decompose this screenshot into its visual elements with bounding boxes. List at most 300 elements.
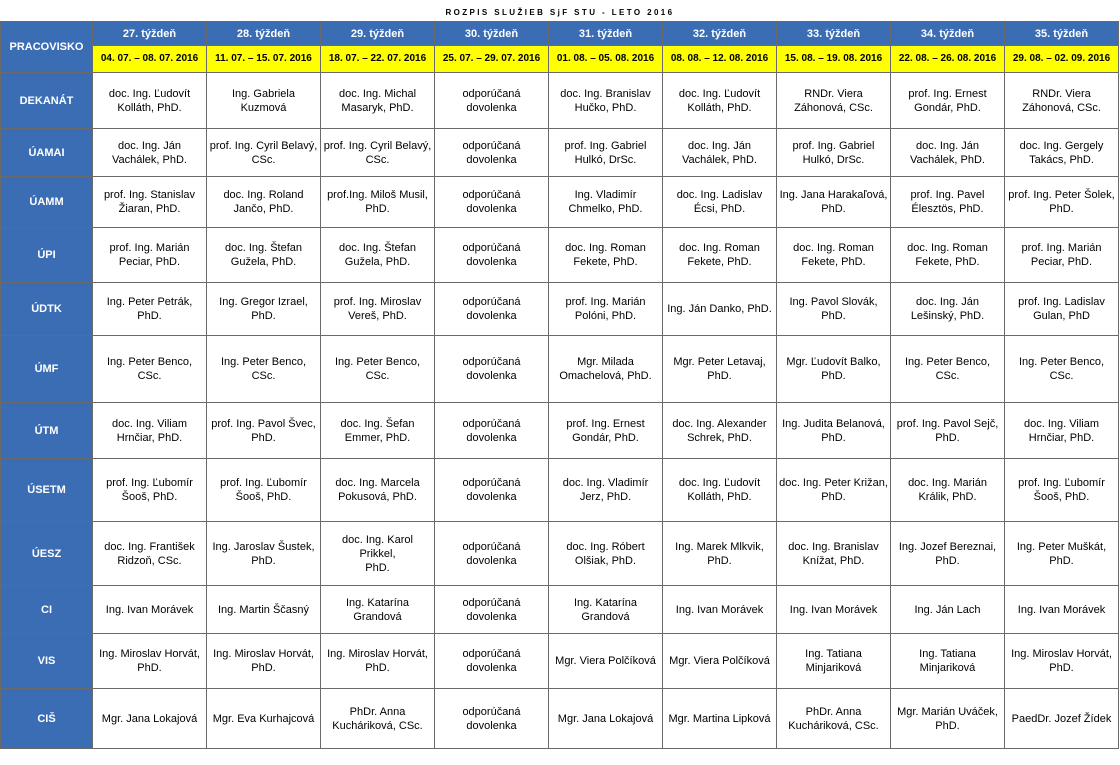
duty-person-line: Ing. Peter Petrák, [106,296,193,308]
duty-cell [891,586,1005,634]
duty-person-line: Gužela, PhD. [344,256,411,268]
duty-person-line: Ing. Gabriela [232,87,295,100]
duty-person-line: PaedDr. Jozef Žídek [1011,712,1112,725]
duty-cell [549,336,663,403]
duty-person-line: doc. Ing. Branislav [560,87,651,100]
duty-cell [891,689,1005,749]
duty-person-line: doc. Ing. Ľudovít [678,87,761,100]
duty-person-line: Ing. Miroslav Horvát, [213,648,314,660]
duty-cell [207,459,321,522]
duty-person-line: Élesztös, PhD. [911,203,984,215]
duty-cell [435,403,549,459]
duty-cell [663,403,777,459]
duty-person-line: Mgr. Ľudovít Balko, [786,356,881,368]
duty-person-line: PhD. [251,310,276,322]
department-row [1,522,1119,586]
duty-cell [435,177,549,228]
duty-person-line: CSc. [1049,370,1074,382]
duty-cell [207,129,321,177]
duty-person-line: PhD. [707,370,732,382]
duty-cell [549,586,663,634]
duty-person-line: Fekete, PhD. [687,256,752,268]
duty-cell [777,522,891,586]
corner-label: PRACOVISKO [1,22,93,73]
duty-person-line: Gulan, PhD [1033,310,1090,322]
duty-person-line: Fekete, PhD. [801,256,866,268]
duty-cell [549,522,663,586]
department-row [1,689,1119,749]
duty-person-line: Hulkó, DrSc. [574,153,637,166]
duty-person-line: prof. Ing. Ľubomír [106,477,193,489]
duty-person-line: doc. Ing. Ján [916,296,979,308]
duty-person-line: prof. Ing. Ernest [908,87,987,100]
duty-cell [891,129,1005,177]
department-label: ÚSETM [1,459,93,522]
duty-cell [321,228,435,283]
duty-person-line: Ing. Ján Danko, PhD. [667,303,772,315]
duty-person-line: Ing. Pavol Slovák, [789,296,878,308]
duty-cell [1005,129,1119,177]
duty-cell [549,634,663,689]
duty-person-line: PhD. [365,203,390,215]
duty-person-line: Écsi, PhD. [693,203,746,215]
duty-person-line: doc. Ing. Roman [565,242,646,254]
duty-cell [321,129,435,177]
duty-person-line: prof. Ing. Cyril Belavý, [323,139,432,152]
duty-person-line: Ing. Ivan Morávek [105,603,194,616]
duty-person-line: doc. Ing. František [104,540,195,553]
department-row [1,586,1119,634]
duty-person-line: PhD. [935,719,960,732]
date-range-header: 22. 08. – 26. 08. 2016 [891,46,1005,73]
duty-person-line: Vereš, PhD. [348,310,407,322]
duty-cell [663,634,777,689]
duty-cell [207,228,321,283]
duty-person-line: Ing. Tatiana [919,648,976,660]
duty-person-line: Záhonová, CSc. [1022,101,1101,114]
duty-person-line: Ing. Peter Muškát, [1016,540,1107,553]
duty-cell [891,522,1005,586]
duty-person-line: odporúčaná [462,417,521,430]
duty-person-line: doc. Ing. Viliam [1023,417,1099,430]
duty-person-line: Vachálek, PhD. [681,153,757,166]
duty-person-line: CSc. [365,153,390,166]
duty-cell [93,283,207,336]
duty-cell [93,403,207,459]
duty-person-line: prof. Ing. Marián [1021,242,1102,254]
duty-cell [435,586,549,634]
duty-person-line: Kucháriková, CSc. [788,719,879,732]
duty-person-line: PhDr. Anna [805,705,862,718]
duty-person-line: doc. Ing. Róbert [566,540,645,553]
duty-person-line: doc. Ing. Vladimír [562,477,649,489]
duty-cell [549,73,663,129]
duty-person-line: RNDr. Viera [804,87,863,100]
duty-cell [321,283,435,336]
duty-person-line: Polóni, PhD. [574,310,637,322]
department-label: ÚAMM [1,177,93,228]
duty-person-line: Kolláth, PhD. [117,101,182,114]
duty-cell [891,73,1005,129]
duty-cell [549,228,663,283]
duty-person-line: PhD. [251,554,276,567]
duty-cell [891,459,1005,522]
duty-cell [321,586,435,634]
duty-cell [777,586,891,634]
duty-cell [663,689,777,749]
duty-person-line: dovolenka [466,203,517,215]
duty-cell [207,586,321,634]
duty-person-line: Knížat, PhD. [802,554,865,567]
duty-person-line: Kucháriková, CSc. [332,719,423,732]
duty-person-line: dovolenka [466,662,517,674]
duty-person-line: Lešinský, PhD. [910,310,985,322]
duty-person-line: Vachálek, PhD. [111,153,187,166]
duty-person-line: doc. Ing. Roman [793,242,874,254]
duty-cell [663,522,777,586]
duty-person-line: Ing. Gregor Izrael, [219,296,308,308]
duty-person-line: PhD. [1049,662,1074,674]
duty-person-line: Peciar, PhD. [118,256,181,268]
duty-person-line: PhD. [1049,203,1074,215]
duty-person-line: Masaryk, PhD. [341,101,414,114]
duty-person-line: Ridzoň, CSc. [117,554,182,567]
department-row [1,73,1119,129]
duty-person-line: PhD. [821,370,846,382]
duty-cell [321,336,435,403]
duty-person-line: odporúčaná [462,648,521,660]
duty-cell [1005,283,1119,336]
duty-cell [93,689,207,749]
duty-cell [207,336,321,403]
duty-person-line: PhD. [821,203,846,215]
duty-person-line: odporúčaná [462,139,521,152]
duty-cell [435,634,549,689]
department-label: ÚMF [1,336,93,403]
duty-person-line: prof. Ing. Ladislav [1018,296,1105,308]
duty-person-line: Kolláth, PhD. [687,491,752,503]
duty-person-line: doc. Ing. Ján [916,139,979,152]
duty-person-line: dovolenka [466,101,517,114]
duty-person-line: Ing. Peter Benco, [221,356,306,368]
duty-cell [777,129,891,177]
duty-cell [891,634,1005,689]
duty-cell [1005,228,1119,283]
duty-cell [777,73,891,129]
duty-person-line: Grandová [353,610,402,623]
duty-cell [663,73,777,129]
duty-person-line: Žiaran, PhD. [118,203,181,215]
duty-person-line: prof. Ing. Marián [565,296,646,308]
week-header: 30. týždeň [435,22,549,46]
duty-cell [93,459,207,522]
duty-person-line: doc. Ing. Ľudovít [678,477,761,489]
duty-person-line: Šooš, PhD. [1033,491,1090,503]
date-range-header: 15. 08. – 19. 08. 2016 [777,46,891,73]
duty-person-line: Peciar, PhD. [1030,256,1093,268]
duty-person-line: Emmer, PhD. [344,431,411,444]
duty-person-line: Mgr. Marián Uváček, [897,705,998,718]
duty-person-line: dovolenka [466,554,517,567]
duty-person-line: Chmelko, PhD. [568,203,643,215]
department-row [1,634,1119,689]
duty-person-line: Mgr. Viera Polčíková [555,655,656,667]
duty-person-line: Ing. Peter Benco, [107,356,192,368]
duty-person-line: doc. Ing. Michal [338,87,417,100]
duty-person-line: PhD. [821,491,846,503]
duty-cell [435,73,549,129]
duty-person-line: prof. Ing. Miroslav [333,296,422,308]
duty-person-line: Ing. Peter Benco, [905,356,990,368]
duty-cell [891,177,1005,228]
duty-person-line: PhD. [137,310,162,322]
week-header: 27. týždeň [93,22,207,46]
duty-cell [1005,522,1119,586]
duty-cell [93,336,207,403]
duty-person-line: Šooš, PhD. [121,491,178,503]
duty-person-line: PhD. [707,554,732,567]
duty-person-line: CSc. [365,370,390,382]
duty-cell [321,459,435,522]
duty-person-line: Mgr. Jana Lokajová [557,712,654,725]
date-range-header: 25. 07. – 29. 07. 2016 [435,46,549,73]
duty-person-line: Gondár, PhD. [914,101,981,114]
duty-person-line: Takács, PhD. [1029,153,1094,166]
duty-person-line: doc. Ing. Roman [679,242,760,254]
duty-person-line: odporúčaná [462,477,521,489]
duty-person-line: Ing. Miroslav Horvát, [1011,648,1112,660]
duty-person-line: prof. Ing. Ľubomír [220,477,307,489]
duty-person-line: doc. Ing. Ľudovít [108,87,191,100]
duty-cell [93,228,207,283]
duty-person-line: Gondár, PhD. [572,431,639,444]
department-label: ÚESZ [1,522,93,586]
duty-person-line: Ing. Martin Ščasný [217,603,310,616]
duty-person-line: dovolenka [466,610,517,623]
duty-person-line: Mgr. Milada [577,356,634,368]
duty-person-line: dovolenka [466,719,517,732]
date-range-header: 04. 07. – 08. 07. 2016 [93,46,207,73]
duty-cell [1005,336,1119,403]
duty-person-line: Jerz, PhD. [579,491,632,503]
duty-person-line: Fekete, PhD. [915,256,980,268]
duty-person-line: PhDr. Anna [349,705,406,718]
duty-person-line: Ing. Katarína [346,596,409,609]
duty-person-line: Ing. Peter Benco, [1019,356,1104,368]
duty-person-line: odporúčaná [462,596,521,609]
duty-person-line: Jančo, PhD. [233,203,294,215]
duty-person-line: Ing. Ján Lach [914,603,981,616]
duty-person-line: doc. Ing. Roland [223,189,304,201]
duty-person-line: CSc. [251,153,276,166]
duty-cell [663,336,777,403]
department-label: ÚPI [1,228,93,283]
duty-person-line: Kuzmová [240,101,287,114]
duty-cell [207,283,321,336]
duty-person-line: PhD. [821,310,846,322]
duty-person-line: odporúčaná [462,540,521,553]
duty-person-line: doc. Ing. Gergely [1019,139,1104,152]
duty-person-line: prof. Ing. Pavol Sejč, [896,417,999,430]
duty-person-line: doc. Ing. Ladislav [676,189,763,201]
duty-schedule-table [0,21,1119,749]
duty-person-line: Ing. Judita Belanová, [782,417,885,430]
duty-person-line: Ing. Jana Harakaľová, [779,189,888,201]
duty-cell [777,228,891,283]
duty-cell [207,177,321,228]
duty-cell [891,403,1005,459]
duty-person-line: Ing. Ivan Morávek [675,603,764,616]
duty-cell [1005,73,1119,129]
duty-person-line: Záhonová, CSc. [794,101,873,114]
schedule-title: ROZPIS SLUŽIEB SjF STU - LETO 2016 [445,8,675,17]
date-range-header: 01. 08. – 05. 08. 2016 [549,46,663,73]
week-header: 31. týždeň [549,22,663,46]
duty-cell [93,129,207,177]
duty-person-line: Šooš, PhD. [235,491,292,503]
duty-person-line: doc. Ing. Alexander [672,417,767,430]
duty-person-line: Grandová [581,610,630,623]
duty-person-line: Ing. Peter Benco, [335,356,420,368]
duty-cell [777,634,891,689]
duty-cell [777,459,891,522]
duty-person-line: Schrek, PhD. [687,431,752,444]
duty-person-line: doc. Ing. Roman [907,242,988,254]
duty-cell [1005,586,1119,634]
duty-cell [321,73,435,129]
date-range-header: 29. 08. – 02. 09. 2016 [1005,46,1119,73]
duty-cell [93,522,207,586]
duty-person-line: Minjariková [919,662,976,674]
duty-cell [1005,403,1119,459]
duty-cell [663,459,777,522]
duty-person-line: doc. Ing. Šefan [340,417,415,430]
duty-person-line: odporúčaná [462,705,521,718]
duty-cell [777,403,891,459]
duty-cell [207,522,321,586]
duty-person-line: prof. Ing. Ernest [566,417,645,430]
duty-person-line: Ing. Tatiana [805,648,862,660]
duty-person-line: RNDr. Viera [1032,87,1091,100]
duty-person-line: doc. Ing. Ján [688,139,751,152]
duty-person-line: dovolenka [466,256,517,268]
duty-cell [93,73,207,129]
department-label: CIŠ [1,689,93,749]
duty-person-line: CSc. [251,370,276,382]
duty-person-line: PhD. [935,554,960,567]
duty-cell [663,228,777,283]
duty-person-line: prof. Ing. Gabriel [564,139,647,152]
duty-person-line: Vachálek, PhD. [909,153,985,166]
duty-person-line: Ing. Katarína [574,596,637,609]
duty-person-line: doc. Ing. Štefan [338,242,417,254]
duty-cell [777,689,891,749]
duty-person-line: Kolláth, PhD. [687,101,752,114]
duty-person-line: prof.Ing. Miloš Musil, [327,189,428,201]
duty-person-line: odporúčaná [462,87,521,100]
duty-person-line: doc. Ing. Marcela [335,477,420,489]
department-row [1,403,1119,459]
duty-cell [777,336,891,403]
duty-person-line: Ing. Miroslav Horvát, [99,648,200,660]
duty-person-line: Omachelová, PhD. [559,370,652,382]
duty-cell [1005,459,1119,522]
duty-person-line: Králik, PhD. [918,491,977,503]
week-header: 29. týždeň [321,22,435,46]
duty-person-line: Mgr. Jana Lokajová [101,712,198,725]
duty-cell [1005,634,1119,689]
duty-cell [1005,177,1119,228]
duty-cell [663,283,777,336]
duty-person-line: prof. Ing. Peter Šolek, [1008,189,1115,201]
duty-cell [549,689,663,749]
duty-person-line: prof. Ing. Ľubomír [1018,477,1105,489]
duty-person-line: Mgr. Peter Letavaj, [673,356,766,368]
duty-person-line: PhD. [365,662,390,674]
duty-person-line: odporúčaná [462,189,521,201]
duty-cell [435,459,549,522]
duty-person-line: Ing. Jozef Bereznai, [898,540,997,553]
duty-person-line: PhD. [251,431,276,444]
department-label: VIS [1,634,93,689]
duty-person-line: PhD. [137,662,162,674]
duty-person-line: Ing. Ivan Morávek [1017,603,1106,616]
duty-cell [549,129,663,177]
duty-person-line: doc. Ing. Štefan [224,242,303,254]
duty-person-line: Pokusová, PhD. [338,491,417,503]
duty-cell [321,689,435,749]
week-header: 35. týždeň [1005,22,1119,46]
duty-cell [549,459,663,522]
duty-person-line: Fekete, PhD. [573,256,638,268]
department-row [1,177,1119,228]
date-range-header: 08. 08. – 12. 08. 2016 [663,46,777,73]
duty-person-line: PhD. [935,431,960,444]
duty-person-line: prof. Ing. Pavol Švec, [211,417,316,430]
duty-person-line: Ing. Marek Mlkvik, [675,540,764,553]
duty-person-line: Minjariková [805,662,862,674]
duty-person-line: Mgr. Martina Lipková [668,712,771,725]
department-row [1,336,1119,403]
duty-person-line: doc. Ing. Ján [118,139,181,152]
duty-cell [321,177,435,228]
duty-cell [207,73,321,129]
duty-person-line: prof. Ing. Stanislav [103,189,196,201]
duty-person-line: doc. Ing. Marián [908,477,987,489]
department-row [1,228,1119,283]
duty-cell [663,177,777,228]
duty-cell [93,586,207,634]
duty-person-line: CSc. [137,370,162,382]
duty-person-line: prof. Ing. Gabriel [792,139,875,152]
duty-cell [435,522,549,586]
duty-cell [549,177,663,228]
duty-cell [93,177,207,228]
duty-cell [777,283,891,336]
duty-person-line: doc. Ing. Branislav [788,540,879,553]
duty-person-line: Hrnčiar, PhD. [1028,431,1095,444]
department-label: ÚTM [1,403,93,459]
duty-cell [549,283,663,336]
duty-person-line: PhD. [1049,554,1074,567]
duty-cell [93,634,207,689]
duty-person-line: doc. Ing. Karol Prikkel, [342,533,413,560]
department-label: CI [1,586,93,634]
duty-person-line: Hulkó, DrSc. [802,153,865,166]
duty-person-line: odporúčaná [462,356,521,368]
duty-person-line: Hrnčiar, PhD. [116,431,183,444]
week-header: 34. týždeň [891,22,1005,46]
